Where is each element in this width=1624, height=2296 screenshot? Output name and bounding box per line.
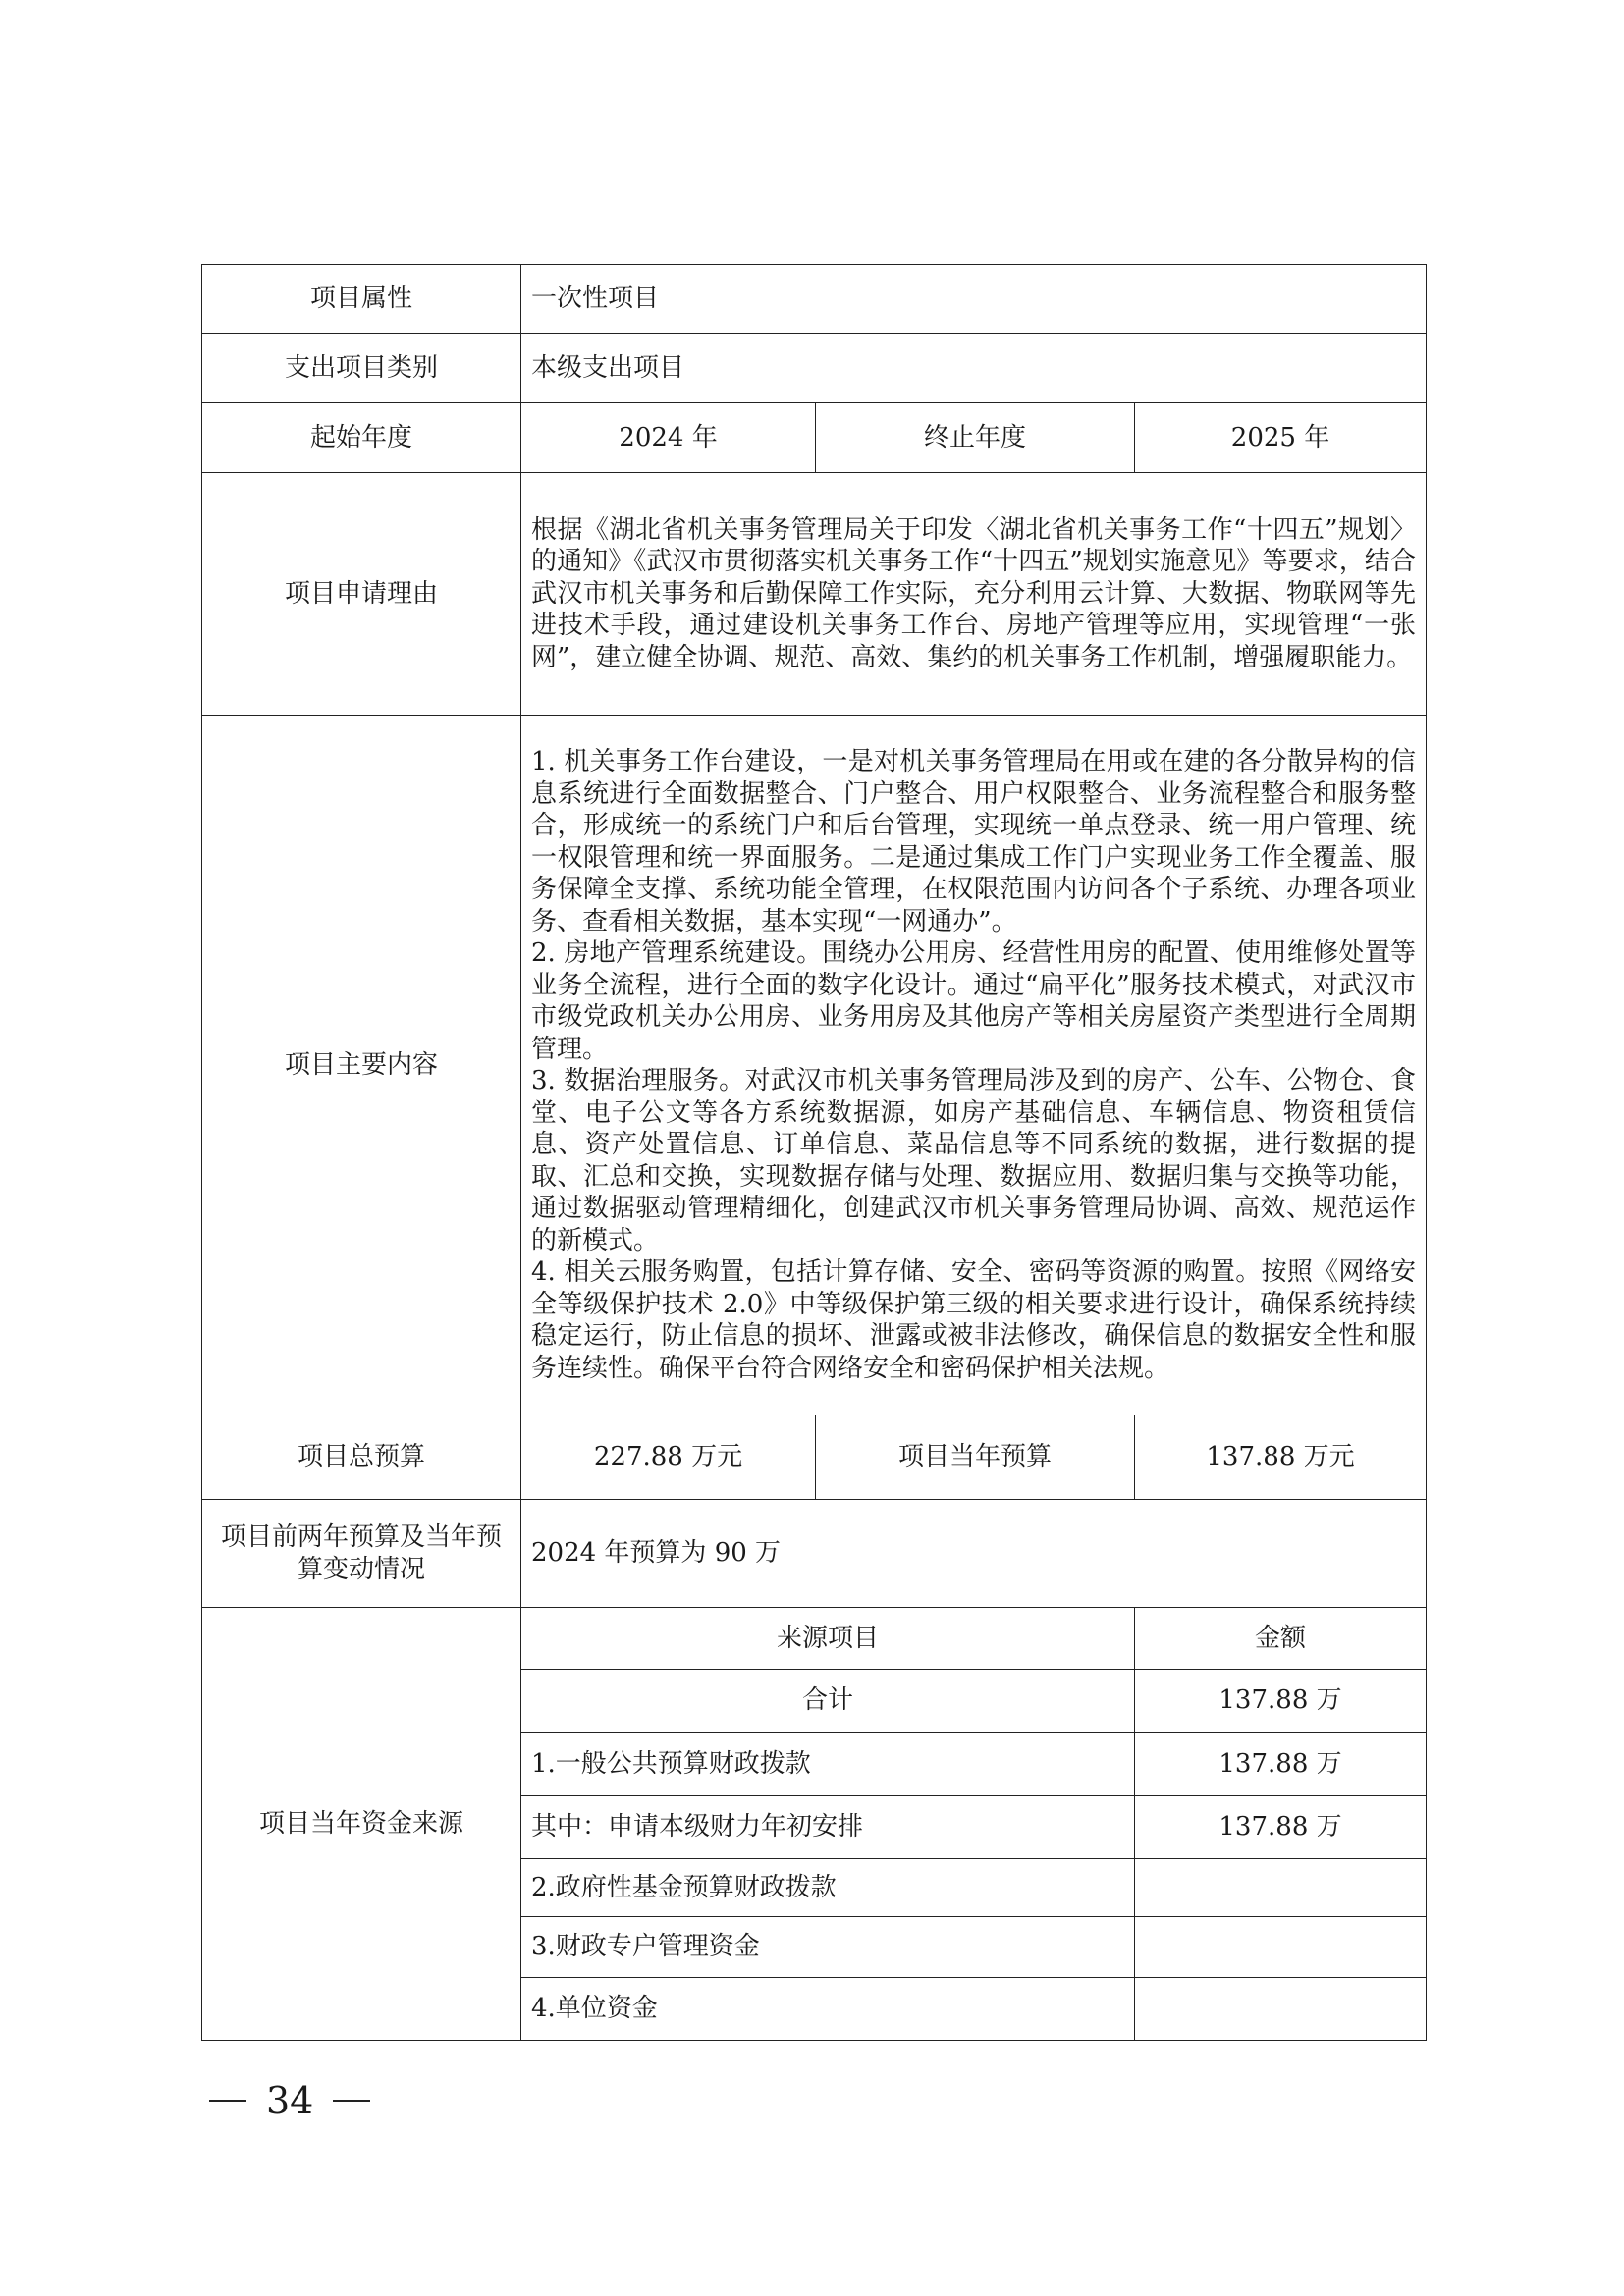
total-budget-label: 项目总预算 — [202, 1415, 521, 1500]
row-project-attribute — [202, 265, 1427, 334]
funding-amount — [1135, 1917, 1427, 1978]
funding-header-row — [202, 1608, 1427, 1670]
prior-change-label: 项目前两年预算及当年预算变动情况 — [202, 1500, 521, 1608]
funding-source: 1.一般公共预算财政拨款 — [521, 1733, 1135, 1796]
row-expense-category — [202, 334, 1427, 403]
footer-dash-left — [209, 2100, 246, 2102]
row-prior-change — [202, 1500, 1427, 1608]
content-paragraph-2: 2. 房地产管理系统建设。围绕办公用房、经营性用房的配置、使用维修处置等业务全流程，进行全面的数字化设计。通过“扁平化”服务技术模式，对武汉市市级党政机关办公用房、业务用房及其他房产等相关房屋资产类型进行全周期管理。 — [531, 938, 1417, 1064]
content-label: 项目主要内容 — [202, 716, 521, 1415]
year-budget-label: 项目当年预算 — [816, 1415, 1135, 1500]
expense-category-label: 支出项目类别 — [202, 334, 521, 403]
prior-change-value: 2024 年预算为 90 万 — [521, 1500, 1427, 1608]
funding-amount: 137.88 万 — [1135, 1733, 1427, 1796]
row-reason — [202, 473, 1427, 716]
total-budget-value: 227.88 万元 — [521, 1415, 816, 1500]
content-paragraph-1: 1. 机关事务工作台建设，一是对机关事务管理局在用或在建的各分散异构的信息系统进行全面数据整合、门户整合、用户权限整合、业务流程整合和服务整合，形成统一的系统门户和后台管理，实现统一单点登录、统一用户管理、统一权限管理和统一界面服务。二是通过集成工作门户实现业务工作全覆盖、服务保障全支撑、系统功能全管理，在权限范围内访问各个子系统、办理各项业务、查看相关数据，基本实现“一网通办”。 — [531, 747, 1417, 936]
end-year-label: 终止年度 — [816, 403, 1135, 473]
funding-amount — [1135, 1978, 1427, 2041]
start-year-value: 2024 年 — [521, 403, 816, 473]
footer-dash-right — [333, 2100, 370, 2102]
expense-category-value: 本级支出项目 — [521, 334, 1427, 403]
row-content — [202, 716, 1427, 1415]
funding-source: 4.单位资金 — [521, 1978, 1135, 2041]
funding-source: 合计 — [521, 1670, 1135, 1733]
content-paragraph-3: 3. 数据治理服务。对武汉市机关事务管理局涉及到的房产、公车、公物仓、食堂、电子公文等各方系统数据源，如房产基础信息、车辆信息、物资租赁信息、资产处置信息、订单信息、菜品信息等不同系统的数据，进行数据的提取、汇总和交换，实现数据存储与处理、数据应用、数据归集与交换等功能，通过数据驱动管理精细化，创建武汉市机关事务管理局协调、高效、规范运作的新模式。 — [531, 1066, 1417, 1255]
row-budget — [202, 1415, 1427, 1500]
project-attribute-label: 项目属性 — [202, 265, 521, 334]
funding-amount: 137.88 万 — [1135, 1670, 1427, 1733]
funding-amount — [1135, 1859, 1427, 1917]
funding-col-source: 来源项目 — [521, 1608, 1135, 1670]
project-attribute-value: 一次性项目 — [521, 265, 1427, 334]
year-budget-value: 137.88 万元 — [1135, 1415, 1427, 1500]
funding-source: 3.财政专户管理资金 — [521, 1917, 1135, 1978]
page-number: 34 — [266, 2079, 314, 2122]
reason-text: 根据《湖北省机关事务管理局关于印发〈湖北省机关事务工作“十四五”规划〉的通知》《武汉市贯彻落实机关事务工作“十四五”规划实施意见》等要求，结合武汉市机关事务和后勤保障工作实际，充分利用云计算、大数据、物联网等先进技术手段，通过建设机关事务工作台、房地产管理等应用，实现管理“一张网”，建立健全协调、规范、高效、集约的机关事务工作机制，增强履职能力。 — [521, 473, 1427, 716]
funding-col-amount: 金额 — [1135, 1608, 1427, 1670]
funding-label: 项目当年资金来源 — [202, 1608, 521, 2041]
page-footer — [209, 2079, 370, 2122]
row-period — [202, 403, 1427, 473]
reason-label: 项目申请理由 — [202, 473, 521, 716]
end-year-value: 2025 年 — [1135, 403, 1427, 473]
funding-source: 其中：申请本级财力年初安排 — [521, 1796, 1135, 1859]
project-info-table — [201, 264, 1427, 2041]
content-paragraph-4: 4. 相关云服务购置，包括计算存储、安全、密码等资源的购置。按照《网络安全等级保护技术 2.0》中等级保护第三级的相关要求进行设计，确保系统持续稳定运行，防止信息的损坏、泄露或被非法修改，确保信息的数据安全性和服务连续性。确保平台符合网络安全和密码保护相关法规。 — [531, 1257, 1417, 1383]
content-text — [521, 716, 1427, 1415]
start-year-label: 起始年度 — [202, 403, 521, 473]
funding-amount: 137.88 万 — [1135, 1796, 1427, 1859]
funding-source: 2.政府性基金预算财政拨款 — [521, 1859, 1135, 1917]
